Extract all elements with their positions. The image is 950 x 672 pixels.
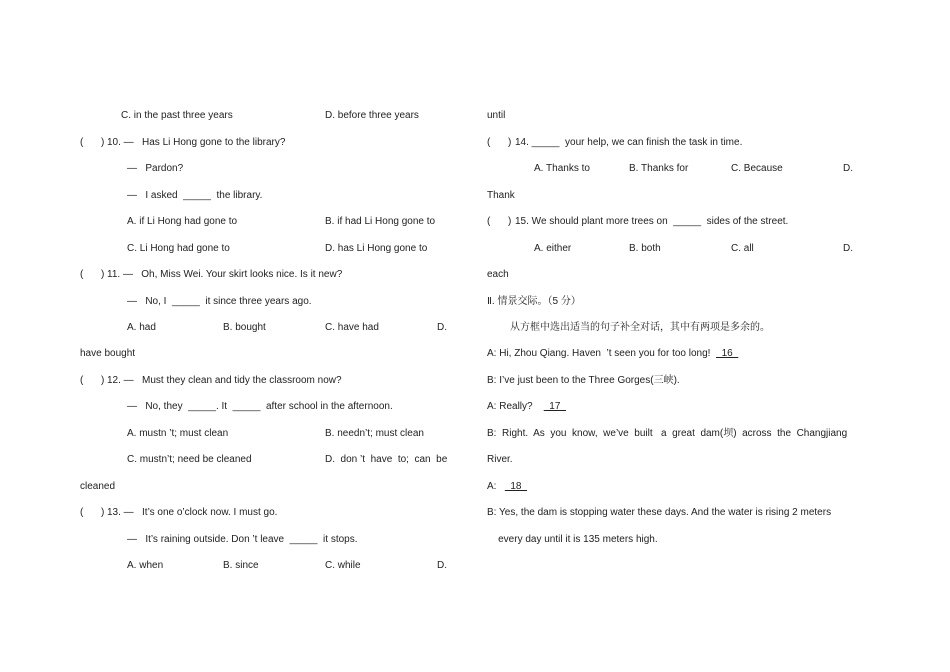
q10-paren-open: (	[80, 137, 84, 148]
section-2-instruction: 从方框中选出适当的句子补全对话，其中有两项是多余的。	[510, 322, 770, 333]
q15-option-d: D.	[843, 243, 853, 254]
q11-paren-close: )	[101, 269, 105, 280]
q13-paren-close: )	[101, 507, 105, 518]
q15-option-d-wrap: each	[487, 269, 509, 280]
q10-option-a: A. if Li Hong had gone to	[127, 216, 238, 227]
dialogue-line-5: River.	[487, 454, 513, 465]
q10-option-c: C. Li Hong had gone to	[127, 243, 230, 254]
q11-option-d: D.	[437, 322, 447, 333]
q10-option-d: D. has Li Hong gone to	[325, 243, 428, 254]
section-2-heading: Ⅱ. 情景交际。（5 分）	[487, 296, 581, 307]
q12-option-a: A. mustn ’t; must clean	[127, 428, 229, 439]
dialogue-blank-18: 18	[504, 481, 528, 492]
q14-option-c: C. Because	[731, 163, 783, 174]
q12-paren-close: )	[101, 375, 105, 386]
q15-paren-close: )	[508, 216, 512, 227]
q12-option-d: D. don ’t have to; can be	[325, 454, 448, 465]
q12-question: 12. — Must they clean and tidy the classroom now?	[107, 375, 342, 386]
q15-option-b: B. both	[629, 243, 661, 254]
dialogue-line-6: A: 18	[487, 481, 528, 492]
q11-option-d-wrap: have bought	[80, 348, 136, 359]
dialogue-line-1: A: Hi, Zhou Qiang. Haven ’t seen you for too long! 16	[487, 348, 739, 359]
q13-option-a: A. when	[127, 560, 164, 571]
q13-line-2: — It’s raining outside. Don ’t leave _____ it stops.	[127, 534, 358, 545]
q9-option-d: D. before three years	[325, 110, 419, 121]
q10-option-b: B. if had Li Hong gone to	[325, 216, 436, 227]
q15-question: 15. We should plant more trees on _____ sides of the street.	[515, 216, 789, 227]
q11-paren-open: (	[80, 269, 84, 280]
q12-option-d-wrap: cleaned	[80, 481, 116, 492]
q15-paren-open: (	[487, 216, 491, 227]
q13-option-c: C. while	[325, 560, 361, 571]
dialogue-blank-17: 17	[543, 401, 566, 412]
q10-line-3: — I asked _____ the library.	[127, 190, 263, 201]
q11-line-2: — No, I _____ it since three years ago.	[127, 296, 312, 307]
dialogue-line-7: B: Yes, the dam is stopping water these days. And the water is rising 2 meters	[487, 507, 832, 518]
q13-option-d-wrap: until	[487, 110, 506, 121]
q12-option-c: C. mustn’t; need be cleaned	[127, 454, 252, 465]
q14-paren-open: (	[487, 137, 491, 148]
q10-question: 10. — Has Li Hong gone to the library?	[107, 137, 286, 148]
q13-option-b: B. since	[223, 560, 259, 571]
q11-option-c: C. have had	[325, 322, 379, 333]
q14-option-d: D.	[843, 163, 853, 174]
q14-option-d-wrap: Thank	[487, 190, 515, 201]
dialogue-line-4: B: Right. As you know, we’ve built a great dam(坝) across the Changjiang	[487, 428, 848, 439]
q13-paren-open: (	[80, 507, 84, 518]
q10-line-2: — Pardon?	[127, 163, 184, 174]
q15-option-c: C. all	[731, 243, 754, 254]
q15-option-a: A. either	[534, 243, 572, 254]
q11-question: 11. — Oh, Miss Wei. Your skirt looks nice. Is it new?	[107, 269, 343, 280]
dialogue-line-8: every day until it is 135 meters high.	[487, 534, 658, 545]
dialogue-line-3: A: Really? 17	[487, 401, 566, 412]
q12-paren-open: (	[80, 375, 84, 386]
q9-option-c: C. in the past three years	[121, 110, 233, 121]
dialogue-blank-16: 16	[716, 348, 739, 359]
q14-option-a: A. Thanks to	[534, 163, 590, 174]
q13-option-d: D.	[437, 560, 447, 571]
q11-option-a: A. had	[127, 322, 156, 333]
q13-question: 13. — It’s one o’clock now. I must go.	[107, 507, 278, 518]
q14-question: 14. _____ your help, we can finish the task in time.	[515, 137, 743, 148]
dialogue-line-2: B: I’ve just been to the Three Gorges(三峡).	[487, 375, 680, 386]
q11-option-b: B. bought	[223, 322, 266, 333]
q10-paren-close: )	[101, 137, 105, 148]
q12-line-2: — No, they _____. It _____ after school in the afternoon.	[127, 401, 393, 412]
q14-option-b: B. Thanks for	[629, 163, 689, 174]
q12-option-b: B. needn’t; must clean	[325, 428, 424, 439]
q14-paren-close: )	[508, 137, 512, 148]
